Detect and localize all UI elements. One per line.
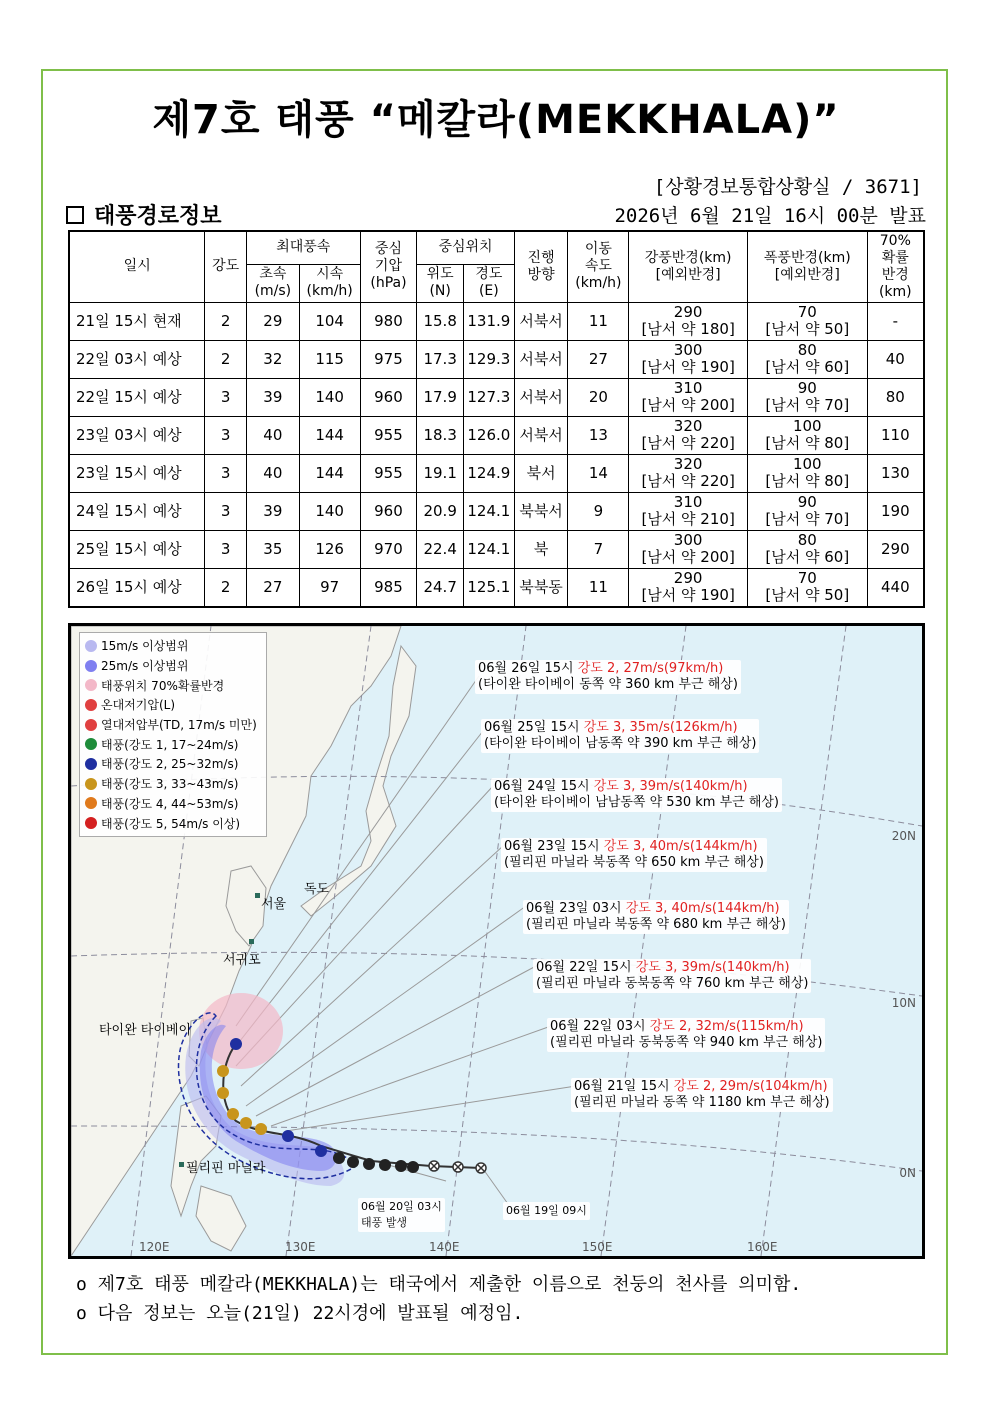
row-prob: 110 [867,416,924,454]
table-row [69,530,924,568]
row-gale-radius [747,378,867,416]
row-gale-radius [747,530,867,568]
annotation-time: 06월 24일 15시 [494,779,594,794]
row-time: 24일 15시 예상 [69,492,205,530]
header-wind-ms: 초속 (m/s) [246,264,299,302]
row-gale-radius-value: 70 [797,303,817,321]
row-time: 23일 15시 예상 [69,454,205,492]
manila-marker [179,1162,184,1167]
row-storm-radius [629,416,748,454]
row-storm-radius-value: 300 [673,341,703,359]
row-speed: 20 [568,378,629,416]
legend-symbol-icon [85,719,97,731]
annotation-time: 06월 23일 15시 [504,839,604,854]
row-storm-radius [629,492,748,530]
row-intensity: 2 [205,340,247,378]
genesis-text: 태풍 발생 [361,1216,408,1229]
table-row [69,302,924,340]
row-speed: 11 [568,568,629,607]
row-speed: 7 [568,530,629,568]
header-lat: 위도 (N) [417,264,464,302]
visayas [196,1186,246,1251]
row-wind-ms: 39 [246,378,299,416]
row-storm-radius-exception: [남서 약 190] [641,358,735,376]
row-storm-radius-value: 320 [673,455,703,473]
lon-150e: 150E [582,1240,613,1254]
row-direction: 서북서 [514,416,568,454]
place-seogwipo: 서귀포 [223,953,261,968]
row-gale-radius-value: 90 [797,493,817,511]
row-storm-radius-exception: [남서 약 200] [641,548,735,566]
annotation-strength: 강도 3, 35m/s(126km/h) [583,720,738,735]
header-direction: 진행 방향 [514,231,568,302]
row-intensity: 3 [205,492,247,530]
row-wind-ms: 40 [246,416,299,454]
row-intensity: 2 [205,302,247,340]
row-gale-radius-exception: [남서 약 80] [765,472,850,490]
header-lon: 경도 (E) [464,264,515,302]
table-row [69,568,924,607]
row-pressure: 955 [360,454,417,492]
row-storm-radius [629,302,748,340]
legend-symbol-icon [85,679,97,691]
row-storm-radius-exception: [남서 약 190] [641,586,735,604]
forecast-annotation [523,900,789,934]
row-lat: 24.7 [417,568,464,607]
row-direction: 서북서 [514,302,568,340]
row-storm-radius-value: 310 [673,379,703,397]
legend-symbol-icon [85,817,97,829]
row-gale-radius-value: 100 [792,417,822,435]
table-body [69,302,924,607]
forecast-annotation [475,660,741,694]
row-direction: 북북동 [514,568,568,607]
row-lat: 18.3 [417,416,464,454]
legend-symbol-icon [85,738,97,750]
row-storm-radius-value: 300 [673,531,703,549]
row-wind-kmh: 140 [299,378,360,416]
annotation-location: (타이완 타이베이 남동쪽 약 390 km 부근 해상) [484,736,757,751]
row-pressure: 960 [360,378,417,416]
row-pressure: 960 [360,492,417,530]
row-gale-radius [747,492,867,530]
row-storm-radius-exception: [남서 약 220] [641,434,735,452]
row-gale-radius-exception: [남서 약 50] [765,320,850,338]
row-speed: 9 [568,492,629,530]
row-lat: 20.9 [417,492,464,530]
forecast-annotation [571,1078,833,1112]
section-heading [66,199,222,230]
row-storm-radius-exception: [남서 약 220] [641,472,735,490]
annotation-strength: 강도 2, 29m/s(104km/h) [673,1079,828,1094]
legend-item [85,813,261,833]
legend-label: 태풍위치 70%확률반경 [101,678,225,693]
row-wind-kmh: 144 [299,416,360,454]
table-row [69,378,924,416]
row-wind-ms: 35 [246,530,299,568]
row-prob: 80 [867,378,924,416]
track-point-23d03h [240,1117,252,1129]
row-gale-radius-value: 80 [797,531,817,549]
row-gale-radius [747,340,867,378]
row-gale-radius-value: 70 [797,569,817,587]
row-wind-kmh: 140 [299,492,360,530]
row-prob: 40 [867,340,924,378]
annotation-time: 06월 25일 15시 [484,720,584,735]
lon-140e: 140E [429,1240,460,1254]
row-lon: 124.1 [464,492,515,530]
row-gale-radius-exception: [남서 약 60] [765,358,850,376]
legend-item [85,774,261,794]
track-point-24d15h [217,1087,229,1099]
start-time-label: 06월 19일 09시 [503,1202,590,1220]
legend-label: 태풍(강도 5, 54m/s 이상) [101,816,241,831]
row-gale-radius [747,302,867,340]
forecast-annotation [547,1018,825,1052]
row-time: 26일 15시 예상 [69,568,205,607]
legend-symbol-icon [85,699,97,711]
row-wind-kmh: 115 [299,340,360,378]
lon-120e: 120E [139,1240,170,1254]
row-lat: 22.4 [417,530,464,568]
track-point-past-1 [333,1152,345,1164]
annotation-location: (타이완 타이베이 동쪽 약 360 km 부근 해상) [478,677,738,692]
row-gale-radius-exception: [남서 약 70] [765,510,850,528]
place-seoul: 서울 [261,897,287,912]
row-lat: 15.8 [417,302,464,340]
row-wind-ms: 40 [246,454,299,492]
annotation-time: 06월 26일 15시 [478,661,578,676]
lat-10n: 10N [891,996,916,1010]
office-label: [상황경보통합상황실 / 3671] [653,176,922,198]
legend-label: 온대저기압(L) [101,698,176,713]
row-speed: 27 [568,340,629,378]
table-row [69,416,924,454]
row-direction: 북북서 [514,492,568,530]
row-time: 25일 15시 예상 [69,530,205,568]
legend-symbol-icon [85,660,97,672]
legend-item [85,794,261,814]
seoul-marker [255,893,260,898]
note-2: o 다음 정보는 오늘(21일) 22시경에 발표될 예정임. [76,1303,524,1324]
row-gale-radius [747,416,867,454]
row-storm-radius [629,378,748,416]
annotation-strength: 강도 3, 39m/s(140km/h) [593,779,748,794]
legend-symbol-icon [85,640,97,652]
row-lat: 17.9 [417,378,464,416]
header-intensity: 강도 [205,231,247,302]
row-wind-ms: 39 [246,492,299,530]
header-speed: 이동 속도 (km/h) [568,231,629,302]
row-gale-radius [747,454,867,492]
row-storm-radius-value: 310 [673,493,703,511]
legend-item [85,656,261,676]
row-gale-radius-exception: [남서 약 80] [765,434,850,452]
row-prob: 440 [867,568,924,607]
row-direction: 북서 [514,454,568,492]
track-point-23d15h [227,1108,239,1120]
row-pressure: 980 [360,302,417,340]
annotation-location: (필리핀 마닐라 동쪽 약 1180 km 부근 해상) [574,1095,830,1110]
genesis-time: 06월 20일 03시 [361,1200,442,1213]
track-point-22d15h [255,1123,267,1135]
track-point-26d15h [230,1038,242,1050]
row-speed: 14 [568,454,629,492]
legend-label: 태풍(강도 1, 17~24m/s) [101,737,239,752]
track-point-25d15h [217,1065,229,1077]
map-legend [79,632,267,837]
section-title: 태풍경로정보 [94,204,222,229]
row-storm-radius-exception: [남서 약 210] [641,510,735,528]
row-speed: 13 [568,416,629,454]
row-wind-kmh: 144 [299,454,360,492]
row-lon: 127.3 [464,378,515,416]
row-wind-ms: 27 [246,568,299,607]
row-storm-radius [629,454,748,492]
legend-item [85,675,261,695]
row-lon: 124.9 [464,454,515,492]
forecast-annotation [481,719,759,753]
lon-130e: 130E [285,1240,316,1254]
row-prob: - [867,302,924,340]
legend-item [85,754,261,774]
track-point-past-2 [347,1156,359,1168]
legend-symbol-icon [85,778,97,790]
row-intensity: 3 [205,416,247,454]
announce-time: 2026년 6월 21일 16시 00분 발표 [614,205,926,227]
row-storm-radius [629,530,748,568]
header-prob: 70% 확률 반경 (km) [867,231,924,302]
row-lat: 19.1 [417,454,464,492]
track-point-past-6 [407,1161,419,1173]
row-intensity: 3 [205,530,247,568]
legend-symbol-icon [85,797,97,809]
table-row [69,492,924,530]
place-manila: 필리핀 마닐라 [186,1161,266,1176]
row-storm-radius-exception: [남서 약 200] [641,396,735,414]
track-point-past-5 [395,1160,407,1172]
annotation-location: (필리핀 마닐라 동북동쪽 약 760 km 부근 해상) [536,976,809,991]
row-gale-radius [747,568,867,607]
row-wind-ms: 32 [246,340,299,378]
track-point-22d03h [282,1130,294,1142]
table-row [69,340,924,378]
header-time: 일시 [69,231,205,302]
genesis-label [358,1198,445,1232]
row-storm-radius-exception: [남서 약 180] [641,320,735,338]
row-intensity: 3 [205,454,247,492]
row-pressure: 955 [360,416,417,454]
forecast-annotation [533,959,811,993]
row-storm-radius-value: 290 [673,303,703,321]
header-wind-kmh: 시속 (km/h) [299,264,360,302]
row-lat: 17.3 [417,340,464,378]
annotation-location: (필리핀 마닐라 북동쪽 약 650 km 부근 해상) [504,855,764,870]
header-gale-radius: 폭풍반경(km) [예외반경] [747,231,867,302]
forecast-annotation [501,838,767,872]
legend-item [85,734,261,754]
annotation-time: 06월 22일 15시 [536,960,636,975]
row-intensity: 2 [205,568,247,607]
row-storm-radius-value: 290 [673,569,703,587]
row-lon: 126.0 [464,416,515,454]
header-pressure: 중심 기압 (hPa) [360,231,417,302]
row-time: 21일 15시 현재 [69,302,205,340]
row-gale-radius-exception: [남서 약 70] [765,396,850,414]
page-title: 제7호 태풍 “메칼라(MEKKHALA)” [152,97,840,143]
annotation-time: 06월 21일 15시 [574,1079,674,1094]
row-time: 23일 03시 예상 [69,416,205,454]
row-wind-kmh: 126 [299,530,360,568]
row-pressure: 970 [360,530,417,568]
row-storm-radius [629,340,748,378]
track-point-past-4 [379,1159,391,1171]
legend-item [85,695,261,715]
row-prob: 130 [867,454,924,492]
row-direction: 북 [514,530,568,568]
legend-symbol-icon [85,758,97,770]
annotation-strength: 강도 3, 40m/s(144km/h) [603,839,758,854]
legend-label: 열대저압부(TD, 17m/s 미만) [101,718,257,733]
row-time: 22일 15시 예상 [69,378,205,416]
annotation-strength: 강도 2, 32m/s(115km/h) [649,1019,804,1034]
row-time: 22일 03시 예상 [69,340,205,378]
row-gale-radius-exception: [남서 약 50] [765,586,850,604]
table-row [69,454,924,492]
annotation-time: 06월 23일 03시 [526,901,626,916]
place-taipei: 타이완 타이베이 [99,1023,192,1038]
row-lon: 129.3 [464,340,515,378]
seogwipo-marker [249,939,254,944]
row-lon: 124.1 [464,530,515,568]
legend-item [85,715,261,735]
legend-item [85,636,261,656]
lat-20n: 20N [891,829,916,843]
header-storm-radius: 강풍반경(km) [예외반경] [629,231,748,302]
annotation-strength: 강도 3, 40m/s(144km/h) [625,901,780,916]
track-point-21d15h [315,1145,327,1157]
typhoon-track-table [68,230,925,608]
row-direction: 서북서 [514,340,568,378]
row-storm-radius [629,568,748,607]
row-pressure: 985 [360,568,417,607]
row-prob: 190 [867,492,924,530]
annotation-strength: 강도 3, 39m/s(140km/h) [635,960,790,975]
lat-0n: 0N [899,1166,916,1180]
annotation-location: (필리핀 마닐라 북동쪽 약 680 km 부근 해상) [526,917,786,932]
row-gale-radius-value: 90 [797,379,817,397]
forecast-annotation [491,778,782,812]
annotation-time: 06월 22일 03시 [550,1019,650,1034]
row-lon: 125.1 [464,568,515,607]
note-1: o 제7호 태풍 메칼라(MEKKHALA)는 태국에서 제출한 이름으로 천둥의 천사를 의미함. [76,1274,802,1295]
place-dokdo: 독도 [304,882,330,897]
row-prob: 290 [867,530,924,568]
legend-label: 태풍(강도 2, 25~32m/s) [101,757,239,772]
row-gale-radius-exception: [남서 약 60] [765,548,850,566]
td-markers [429,1161,486,1173]
legend-label: 태풍(강도 4, 44~53m/s) [101,796,239,811]
annotation-location: (필리핀 마닐라 동북동쪽 약 940 km 부근 해상) [550,1035,823,1050]
track-point-past-3 [363,1158,375,1170]
annotation-location: (타이완 타이베이 남남동쪽 약 530 km 부근 해상) [494,795,780,810]
row-wind-kmh: 97 [299,568,360,607]
row-gale-radius-value: 100 [792,455,822,473]
row-wind-ms: 29 [246,302,299,340]
row-gale-radius-value: 80 [797,341,817,359]
row-pressure: 975 [360,340,417,378]
track-map [68,623,925,1259]
row-direction: 서북서 [514,378,568,416]
row-speed: 11 [568,302,629,340]
legend-label: 15m/s 이상범위 [101,639,189,654]
legend-label: 태풍(강도 3, 33~43m/s) [101,777,239,792]
header-max-wind: 최대풍속 [246,231,360,264]
row-storm-radius-value: 320 [673,417,703,435]
annotation-strength: 강도 2, 27m/s(97km/h) [577,661,724,676]
lon-160e: 160E [747,1240,778,1254]
row-wind-kmh: 104 [299,302,360,340]
checkbox-icon [66,206,84,224]
header-center: 중심위치 [417,231,514,264]
row-lon: 131.9 [464,302,515,340]
row-intensity: 3 [205,378,247,416]
legend-label: 25m/s 이상범위 [101,659,189,674]
